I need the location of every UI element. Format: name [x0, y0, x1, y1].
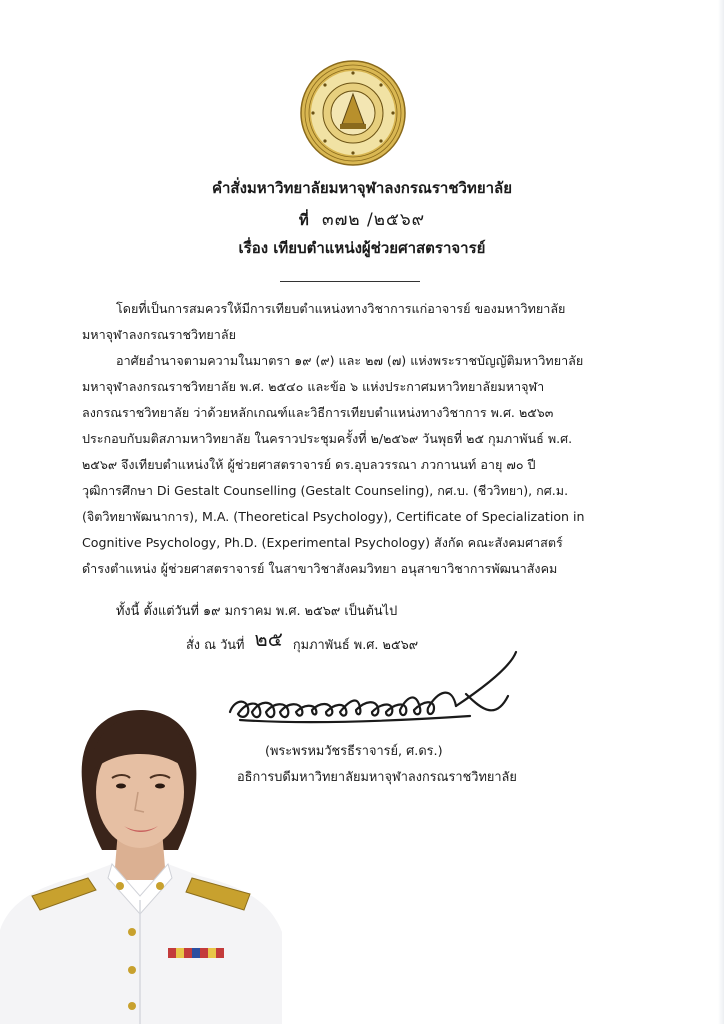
body-line: โดยที่เป็นการสมควรให้มีการเทียบตำแหน่งทางวิชาการแก่อาจารย์ ของมหาวิทยาลัย [116, 301, 566, 316]
body-line: ประกอบกับมติสภามหาวิทยาลัย ในคราวประชุมครั้งที่ ๒/๒๕๖๙ วันพุธที่ ๒๕ กุมภาพันธ์ พ.ศ. [82, 431, 573, 446]
body-line: ดำรงตำแหน่ง ผู้ช่วยศาสตราจารย์ ในสาขาวิชาสังคมวิทยา อนุสาขาวิชาการพัฒนาสังคม [82, 561, 558, 576]
signatory-name: (พระพรหมวัชรธีราจารย์, ศ.ดร.) [265, 744, 443, 759]
official-portrait-photo [0, 700, 290, 1024]
university-seal-emblem [300, 60, 406, 166]
body-line: วุฒิการศึกษา Di Gestalt Counselling (Gestalt Counseling), กศ.บ. (ชีววิทยา), กศ.ม. [82, 483, 569, 498]
signatory-title: อธิการบดีมหาวิทยาลัยมหาจุฬาลงกรณราชวิทยาลัย [237, 770, 517, 785]
order-number-value: ๓๗๒ /๒๕๖๙ [322, 210, 426, 230]
body-line: ลงกรณราชวิทยาลัย ว่าด้วยหลักเกณฑ์และวิธีการเทียบตำแหน่งทางวิชาการ พ.ศ. ๒๕๖๓ [82, 405, 554, 420]
effective-date: ทั้งนี้ ตั้งแต่วันที่ ๑๙ มกราคม พ.ศ. ๒๕๖๙ เป็นต้นไป [116, 604, 398, 619]
order-number-prefix: ที่ [298, 211, 309, 229]
page-edge [718, 0, 724, 1024]
body-line: ๒๕๖๙ จึงเทียบตำแหน่งให้ ผู้ช่วยศาสตราจารย์ ดร.อุบลวรรณา ภวกานนท์ อายุ ๗๐ ปี [82, 457, 536, 472]
ordered-month-year: กุมภาพันธ์ พ.ศ. ๒๕๖๙ [292, 638, 419, 653]
order-number [0, 206, 724, 233]
body-line: มหาจุฬาลงกรณราชวิทยาลัย [82, 327, 236, 342]
heading-divider [280, 281, 420, 282]
order-subject: เรื่อง เทียบตำแหน่งผู้ช่วยศาสตราจารย์ [238, 239, 486, 257]
body-line: มหาจุฬาลงกรณราชวิทยาลัย พ.ศ. ๒๕๔๐ และข้อ ๖ แห่งประกาศมหาวิทยาลัยมหาจุฬา [82, 379, 545, 394]
order-title: คำสั่งมหาวิทยาลัยมหาจุฬาลงกรณราชวิทยาลัย [211, 179, 513, 197]
ordered-day: ๒๕ [254, 627, 283, 651]
body-line: อาศัยอำนาจตามความในมาตรา ๑๙ (๙) และ ๒๗ (๗) แห่งพระราชบัญญัติมหาวิทยาลัย [116, 353, 584, 368]
ordered-prefix: สั่ง ณ วันที่ [186, 638, 245, 653]
body-line: Cognitive Psychology, Ph.D. (Experimental Psychology) สังกัด คณะสังคมศาสตร์ [82, 535, 563, 550]
body-line: (จิตวิทยาพัฒนาการ), M.A. (Theoretical Psychology), Certificate of Specialization in [82, 509, 585, 524]
